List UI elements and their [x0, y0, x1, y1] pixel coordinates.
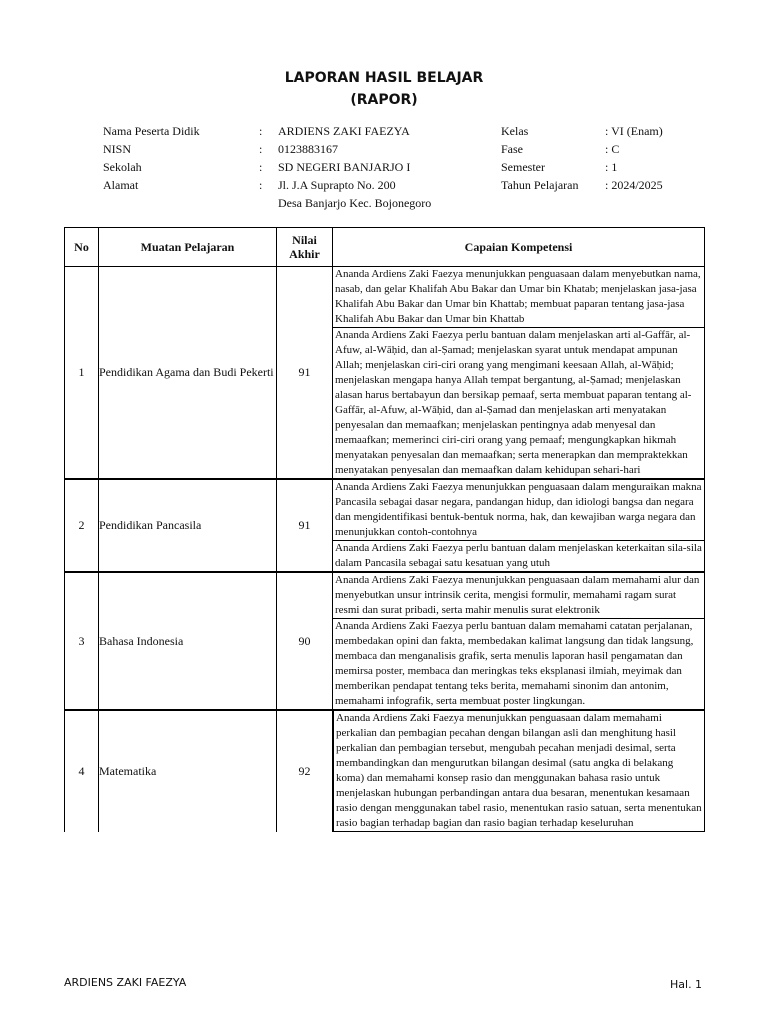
grades-table	[64, 227, 705, 832]
header-score-line1: Nilai	[292, 233, 317, 247]
row-no: 1	[65, 267, 99, 480]
row-no: 4	[65, 710, 99, 832]
label-nisn: NISN	[103, 142, 132, 156]
value-semester: : 1	[605, 160, 618, 174]
row-subject: Bahasa Indonesia	[99, 572, 277, 710]
label-address: Alamat	[103, 178, 139, 192]
row-competency	[333, 479, 705, 572]
row-competency	[333, 710, 705, 832]
competency-needs-help: Ananda Ardiens Zaki Faezya perlu bantuan dalam menjelaskan arti al-Gaffār, al-Afuw, al-Wāḥid, dan al-Ṣamad; menjelaskan syarat untuk mendapat ampunan Allah; menjelaskan ciri-ciri orang yang mengimani keesaan Allah, al-Wāḥid; menjelaskan mengapa hanya Allah tempat bergantung, al-Ṣamad; menjelaskan alasan harus bertabayun dan bersikap pemaaf, serta membuat paparan tentang al-Gaffār, al-Afuw, al-Wāḥid, dan al-Ṣamad dan menjelaskan arti menyatakan penyesalan dan memaafkan; menjelaskan pentingnya adab menyesal dan memaafkan; memerinci ciri-ciri orang yang pemaaf; mengungkapkan hikmah menyatakan penyesalan dan memaafkan; serta menerapkan dan mempraktekkan menyatakan penyesalan dan memaafkan dalam kehidupan sehari-hari	[335, 329, 692, 476]
competency-mastered: Ananda Ardiens Zaki Faezya menunjukkan penguasaan dalam menguraikan makna Pancasila sebagai dasar negara, pandangan hidup, dan idiologi bangsa dan negara dan mengidentifikasi bentuk-bentuk norma, hak, dan kewajiban warga negara dan menunjukkan contoh-contohnya	[333, 480, 704, 541]
row-subject: Matematika	[99, 710, 277, 832]
header-score	[277, 228, 333, 267]
separator: :	[259, 178, 263, 192]
row-score: 90	[277, 572, 333, 710]
label-class: Kelas	[501, 124, 529, 138]
table-row	[65, 267, 705, 480]
header-no: No	[65, 228, 99, 267]
competency-mastered: Ananda Ardiens Zaki Faezya menunjukkan penguasaan dalam memahami perkalian dan pembagian pecahan dengan bilangan asli dan menghitung hasil perkalian dan pembagian tersebut, mengubah pecahan menjadi desimal, serta membandingkan dan mengurutkan bilangan desimal (satu angka di belakang koma) dan memahami konsep rasio dan menggunakan bahasa rasio untuk menjelaskan hubungan perbandingan antara dua besaran, menentukan kesamaan rasio dengan menggunakan tabel rasio, menentukan rasio satuan, serta menentukan rasio bagian terhadap bagian dan rasio bagian terhadap keseluruhan	[333, 711, 705, 832]
header-competency: Capaian Kompetensi	[333, 228, 705, 267]
row-subject: Pendidikan Pancasila	[99, 479, 277, 572]
header-score-line2: Akhir	[289, 247, 320, 261]
footer-student-name: ARDIENS ZAKI FAEZYA	[64, 976, 187, 989]
separator: :	[259, 160, 263, 174]
row-competency	[333, 267, 705, 480]
table-row	[65, 572, 705, 710]
separator: :	[259, 142, 263, 156]
header-subject: Muatan Pelajaran	[99, 228, 277, 267]
value-year: : 2024/2025	[605, 178, 663, 192]
value-address-line1: Jl. J.A Suprapto No. 200	[278, 178, 396, 192]
competency-mastered: Ananda Ardiens Zaki Faezya menunjukkan penguasaan dalam menyebutkan nama, nasab, dan gelar Khalifah Abu Bakar dan Umar bin Khatab; menjelaskan jasa-jasa Khalifah Abu Bakar dan Umar bin Khattab; membuat paparan tentang jasa-jasa Khalifah Abu Bakar dan Umar bin Khattab	[333, 267, 704, 328]
footer-page-number: Hal. 1	[670, 978, 703, 991]
label-name: Nama Peserta Didik	[103, 124, 200, 138]
row-no: 2	[65, 479, 99, 572]
report-subtitle: (RAPOR)	[350, 92, 418, 108]
competency-needs-help: Ananda Ardiens Zaki Faezya perlu bantuan dalam menjelaskan keterkaitan sila-sila dalam Pancasila sebagai satu kesatuan yang utuh	[335, 542, 702, 569]
row-score: 91	[277, 479, 333, 572]
row-score: 92	[277, 710, 333, 832]
student-values	[278, 122, 431, 212]
separator: :	[259, 124, 263, 138]
row-no: 3	[65, 572, 99, 710]
value-class: : VI (Enam)	[605, 124, 663, 138]
competency-mastered: Ananda Ardiens Zaki Faezya menunjukkan penguasaan dalam memahami alur dan menyebutkan unsur intrinsik cerita, mengisi formulir, memahami ragam surat resmi dan surat pribadi, serta mahir menulis surat elektronik	[333, 573, 704, 619]
student-labels	[103, 122, 200, 194]
class-labels	[501, 122, 578, 194]
student-separators	[259, 122, 262, 194]
row-score: 91	[277, 267, 333, 480]
table-header-row	[65, 228, 705, 267]
value-school: SD NEGERI BANJARJO I	[278, 160, 411, 174]
row-competency	[333, 572, 705, 710]
value-nisn: 0123883167	[278, 142, 338, 156]
value-name: ARDIENS ZAKI FAEZYA	[278, 124, 410, 138]
value-phase: : C	[605, 142, 620, 156]
table-row	[65, 710, 705, 832]
label-school: Sekolah	[103, 160, 142, 174]
class-values	[605, 122, 663, 194]
label-year: Tahun Pelajaran	[501, 178, 579, 192]
table-row	[65, 479, 705, 572]
report-title: LAPORAN HASIL BELAJAR	[284, 70, 484, 86]
label-phase: Fase	[501, 142, 523, 156]
value-address-line2: Desa Banjarjo Kec. Bojonegoro	[278, 196, 432, 210]
label-semester: Semester	[501, 160, 545, 174]
competency-needs-help: Ananda Ardiens Zaki Faezya perlu bantuan dalam memahami catatan perjalanan, membedakan opini dan fakta, membedakan kalimat langsung dan tidak langsung, membaca dan menganalisis grafik, serta menulis laporan hasil pengamatan dan memirsa poster, membaca dan meringkas teks eksplanasi ilmiah, meyimak dan memberikan pendapat tentang teks berita, memahami sinonim dan antonim, memahami infografik, serta membuat poster lingkungan.	[335, 620, 694, 707]
row-subject: Pendidikan Agama dan Budi Pekerti	[99, 267, 277, 480]
